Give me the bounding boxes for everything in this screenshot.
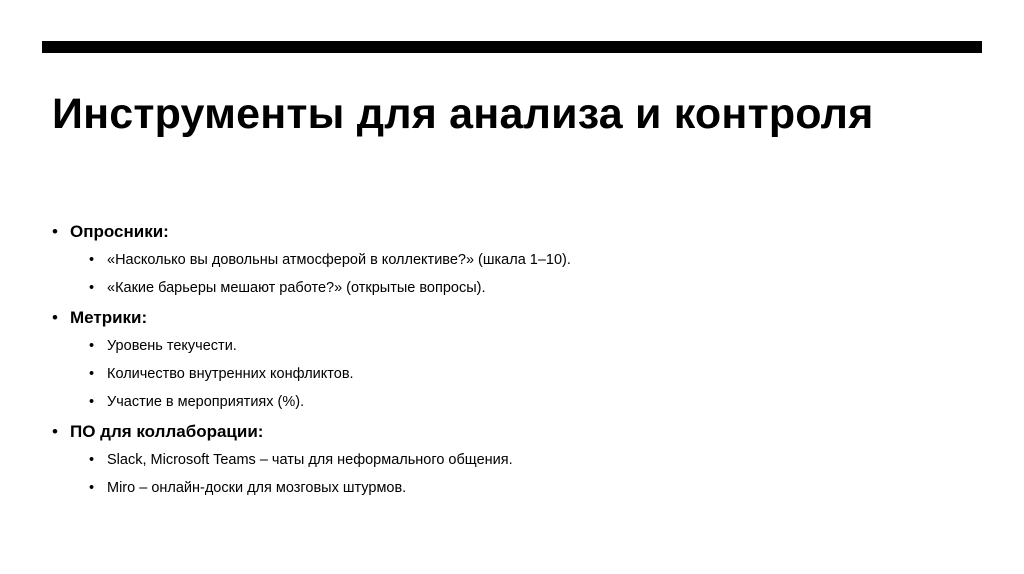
- list-item: [52, 392, 952, 412]
- section-heading-label: Опросники:: [70, 222, 169, 241]
- bullet-icon: •: [89, 338, 95, 354]
- bullet-icon: •: [89, 252, 95, 268]
- list-item: [52, 336, 952, 356]
- bullet-icon: •: [89, 452, 95, 468]
- top-divider-bar: [42, 41, 982, 53]
- section-metrics: [52, 306, 952, 412]
- section-surveys: [52, 220, 952, 298]
- slide-title: Инструменты для анализа и контроля: [52, 90, 874, 138]
- list-item-text: Miro – онлайн-доски для мозговых штурмов.: [107, 480, 407, 496]
- bullet-icon: •: [52, 422, 58, 441]
- section-collaboration-software: [52, 420, 952, 498]
- sub-list: [52, 336, 952, 412]
- list-item-text: Slack, Microsoft Teams – чаты для неформального общения.: [107, 452, 513, 468]
- bullet-icon: •: [52, 308, 58, 327]
- section-heading: [52, 420, 952, 444]
- list-item: [52, 250, 952, 270]
- list-item: [52, 278, 952, 298]
- sub-list: [52, 250, 952, 298]
- slide-content: [52, 220, 952, 506]
- list-item-text: Количество внутренних конфликтов.: [107, 366, 354, 382]
- list-item-text: «Насколько вы довольны атмосферой в коллективе?» (шкала 1–10).: [107, 252, 571, 268]
- section-heading: [52, 306, 952, 330]
- list-item: [52, 478, 952, 498]
- bullet-icon: •: [89, 366, 95, 382]
- list-item-text: Участие в мероприятиях (%).: [107, 394, 305, 410]
- bullet-icon: •: [89, 394, 95, 410]
- section-heading: [52, 220, 952, 244]
- bullet-icon: •: [89, 280, 95, 296]
- section-heading-label: ПО для коллаборации:: [70, 422, 264, 441]
- list-item: [52, 364, 952, 384]
- sub-list: [52, 450, 952, 498]
- list-item: [52, 450, 952, 470]
- bullet-icon: •: [52, 222, 58, 241]
- list-item-text: «Какие барьеры мешают работе?» (открытые вопросы).: [107, 280, 486, 296]
- list-item-text: Уровень текучести.: [107, 338, 237, 354]
- section-heading-label: Метрики:: [70, 308, 148, 327]
- bullet-icon: •: [89, 480, 95, 496]
